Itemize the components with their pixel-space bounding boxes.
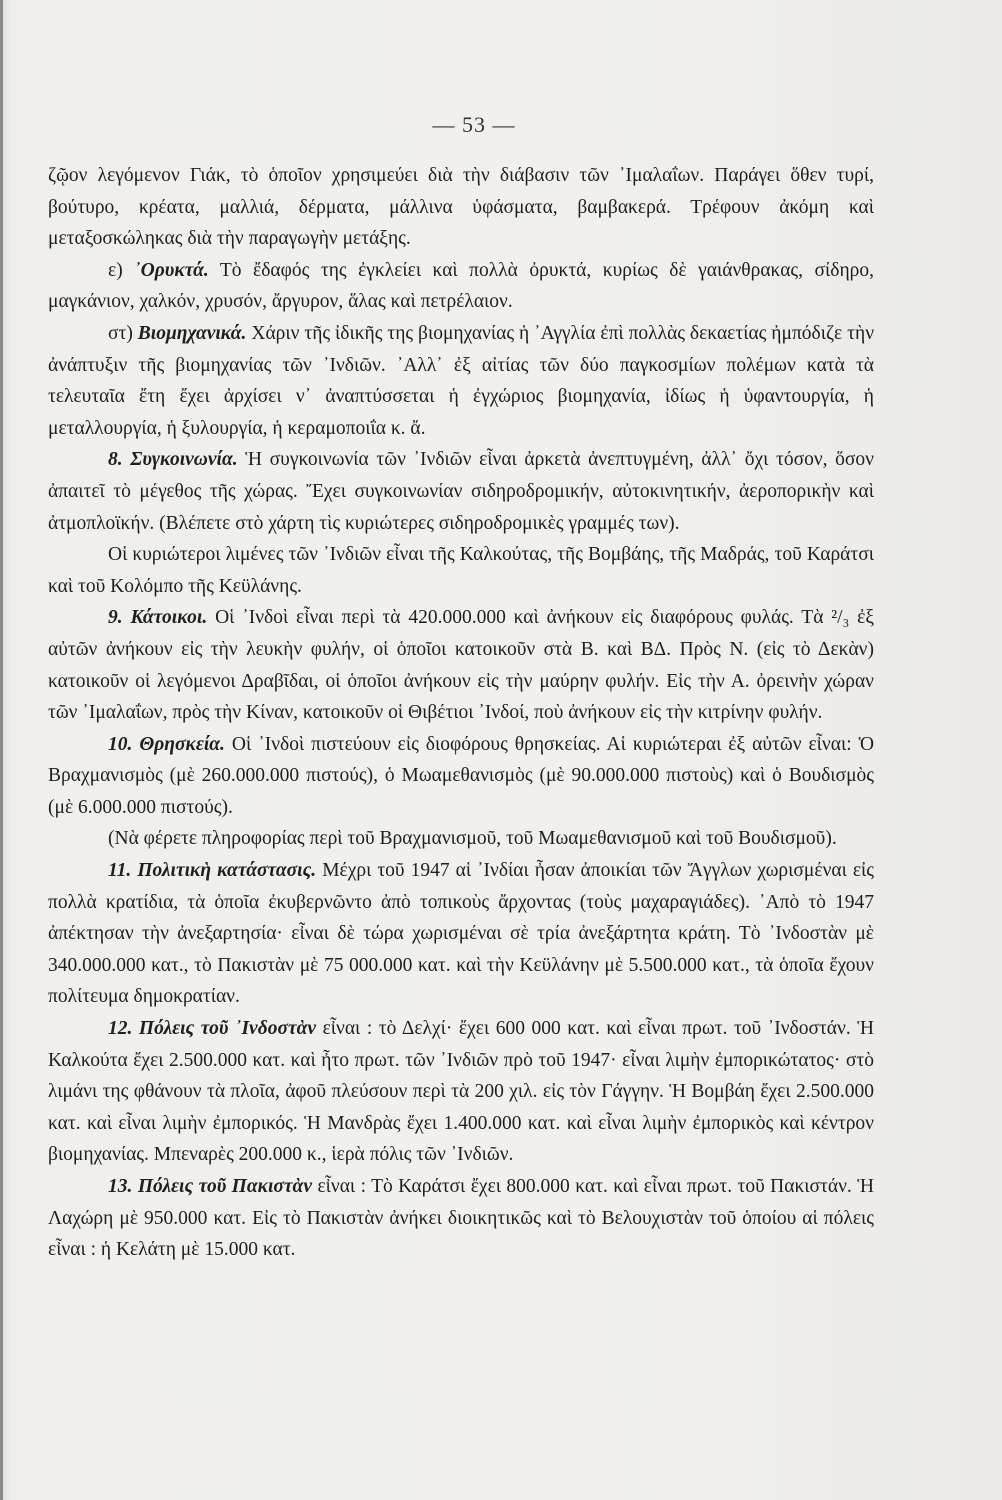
- section-number: 8.: [108, 449, 123, 471]
- section-heading: Βιομηχανικά.: [137, 322, 247, 344]
- section-heading: Πολιτικὴ κατάστασις.: [137, 860, 317, 882]
- section-minerals: ε) ᾿Ορυκτά. Τὸ ἔδαφός της ἐγκλείει καὶ πολλὰ ὀρυκτά, κυρίως δὲ γαιάνθρακας, σίδηρο, μαγκάνιον, χαλκόν, χρυσόν, ἄργυρον, ἅλας καὶ πετρέλαιον.: [48, 259, 875, 313]
- section-number: 13.: [108, 1176, 133, 1197]
- section-number: 9.: [108, 607, 123, 629]
- section-industry: στ) Βιομηχανικά. Χάριν τῆς ἰδικῆς της βιομηχανίας ἡ ᾿Αγγλία ἐπὶ πολλὰς δεκαετίας ἠμπόδιζε τὴν ἀνάπτυξιν τῆς βιομηχανίας τῶν ᾿Ινδιῶν. ᾿Αλλ᾿ ἐξ αἰτίας τῶν δύο παγκοσμίων πολέμων κατὰ τὰ τελευταῖα ἔτη ἔχει ἀρχίσει ν᾿ ἀναπτύσσεται ἡ ἐγχώριος βιομηχανία, ἰδίως ἡ ὑφαντουργία, ἡ μεταλλουργία, ἡ ξυλουργία, ἡ κεραμοποιΐα κ. ἄ.: [48, 322, 875, 439]
- section-number: στ): [108, 322, 133, 344]
- section-heading: Συγκοινωνία.: [130, 449, 238, 471]
- section-number: 11.: [108, 860, 132, 882]
- section-number: ε): [108, 259, 123, 281]
- section-heading: Κάτοικοι.: [130, 607, 208, 629]
- section-inhabitants: 9. Κάτοικοι. Οἱ ᾿Ινδοὶ εἶναι περὶ τὰ 420.000.000 καὶ ἀνήκουν εἰς διαφόρους φυλάς. Τὰ ²/₃ ἐξ αὐτῶν ἀνήκουν εἰς τὴν λευκὴν φυλήν, οἱ ὁποῖοι κατοικοῦν στὰ Β. καὶ ΒΔ. Πρὸς Ν. (εἰς τὸ Δεκὰν) κατοικοῦν οἱ λεγόμενοι Δραβῖδαι, οἱ ὁποῖοι ἀνήκουν εἰς τὴν μαύρην φυλήν. Εἰς τὴν Α. ὀρεινὴν χώραν τῶν ᾿Ιμαλαΐων, πρὸς τὴν Κίναν, κατοικοῦν οἱ Θιβέτιοι ᾿Ινδοί, ποὺ ἀνήκουν εἰς τὴν κιτρίνην φυλήν.: [48, 607, 875, 724]
- body-text: [48, 160, 874, 1266]
- section-political: 11. Πολιτικὴ κατάστασις. Μέχρι τοῦ 1947 αἱ ᾿Ινδίαι ἦσαν ἀποικίαι τῶν Ἄγγλων χωρισμέναι εἰς πολλὰ κρατίδια, τὰ ὁποῖα ἐκυβερνῶντο ἀπὸ τοπικοὺς ἄρχοντας (τοὺς μαχαραγιάδες). ᾿Απὸ τὸ 1947 ἀπέκτησαν τὴν ἀνεξαρτησία· εἶναι δὲ τώρα χωρισμέναι σὲ τρία ἀνεξάρτητα κράτη. Τὸ ᾿Ινδοστὰν μὲ 340.000.000 κατ., τὸ Πακιστὰν μὲ 75 000.000 κατ. καὶ τὴν Κεϋλάνην μὲ 5.500.000 κατ., τὰ ὁποῖα ἔχουν πολίτευμα δημοκρατίαν.: [48, 860, 875, 1008]
- paragraph-religion-note: (Νὰ φέρετε πληροφορίας περὶ τοῦ Βραχμανισμοῦ, τοῦ Μωαμεθανισμοῦ καὶ τοῦ Βουδισμοῦ).: [108, 828, 837, 850]
- section-cities-pakistan: 13. Πόλεις τοῦ Πακιστὰν εἶναι : Τὸ Καράτσι ἔχει 800.000 κατ. καὶ εἶναι πρωτ. τοῦ Πακιστάν. Ἡ Λαχώρη μὲ 950.000 κατ. Εἰς τὸ Πακιστὰν ἀνήκει διοικητικῶς καὶ τὸ Βελουχιστὰν τοῦ ὁποίου αἱ πόλεις εἶναι : ἡ Κελάτη μὲ 15.000 κατ.: [48, 1176, 874, 1261]
- section-heading: Θρησκεία.: [139, 733, 225, 755]
- section-cities-india: 12. Πόλεις τοῦ ᾿Ινδοστὰν εἶναι : τὸ Δελχί· ἔχει 600 000 κατ. καὶ εἶναι πρωτ. τοῦ ᾿Ινδοστάν. Ἡ Καλκούτα ἔχει 2.500.000 κατ. καὶ ἦτο πρωτ. τῶν ᾿Ινδιῶν πρὸ τοῦ 1947· εἶναι λιμὴν ἐμπορικώτατος· στὸ λιμάνι της φθάνουν τὰ πλοῖα, ἀφοῦ πλεύσουν περὶ τὰ 200 χιλ. εἰς τὸν Γάγγην. Ἡ Βομβάη ἔχει 2.500.000 κατ. καὶ εἶναι λιμὴν ἐμπορικός. Ἡ Μανδρὰς ἔχει 1.400.000 κατ. καὶ εἶναι λιμὴν ἐμπορικὸς καὶ κέντρον βιομηχανίας. Μπεναρὲς 200.000 κ., ἱερὰ πόλις τῶν ᾿Ινδιῶν.: [48, 1018, 874, 1166]
- section-religion: 10. Θρησκεία. Οἱ ᾿Ινδοὶ πιστεύουν εἰς διοφόρους θρησκείας. Αἱ κυριώτεραι ἐξ αὐτῶν εἶναι: Ὁ Βραχμανισμὸς (μὲ 260.000.000 πιστούς), ὁ Μωαμεθανισμὸς (μὲ 90.000.000 πιστοὺς) καὶ ὁ Βουδισμὸς (μὲ 6.000.000 πιστούς).: [48, 733, 875, 818]
- section-number: 12.: [108, 1018, 133, 1040]
- section-heading: Πόλεις τοῦ ᾿Ινδοστὰν: [138, 1018, 317, 1040]
- page-edge: [0, 0, 3, 1500]
- section-communication: 8. Συγκοινωνία. Ἡ συγκοινωνία τῶν ᾿Ινδιῶν εἶναι ἀρκετὰ ἀνεπτυγμένη, ἀλλ᾿ ὄχι τόσον, ὅσον ἀπαιτεῖ τὸ μέγεθος τῆς χώρας. Ἔχει συγκοινωνίαν σιδηροδρομικήν, αὐτοκινητικήν, ἀεροπορικὴν καὶ ἀτμοπλοϊκήν. (Βλέπετε στὸ χάρτη τὶς κυριώτερες σιδηροδρομικὲς γραμμές των).: [48, 449, 874, 534]
- paragraph-ports: Οἱ κυριώτεροι λιμένες τῶν ᾿Ινδιῶν εἶναι τῆς Καλκούτας, τῆς Βομβάης, τῆς Μαδράς, τοῦ Καράτσι καὶ τοῦ Κολόμπο τῆς Κεϋλάνης.: [48, 544, 874, 597]
- section-heading: Πόλεις τοῦ Πακιστὰν: [137, 1176, 312, 1197]
- section-number: 10.: [108, 733, 133, 755]
- page-number: — 53 —: [432, 112, 516, 137]
- section-heading: ᾿Ορυκτά.: [134, 259, 209, 281]
- paragraph: ζῷον λεγόμενον Γιάκ, τὸ ὁποῖον χρησιμεύει διὰ τὴν διάβασιν τῶν ᾿Ιμαλαΐων. Παράγει ὅθεν τυρί, βούτυρο, κρέατα, μαλλιά, δέρματα, μάλλινα ὑφάσματα, βαμβακερά. Τρέφουν ἀκόμη καὶ μεταξοσκώληκας διὰ τὴν παραγωγὴν μετάξης.: [48, 165, 874, 250]
